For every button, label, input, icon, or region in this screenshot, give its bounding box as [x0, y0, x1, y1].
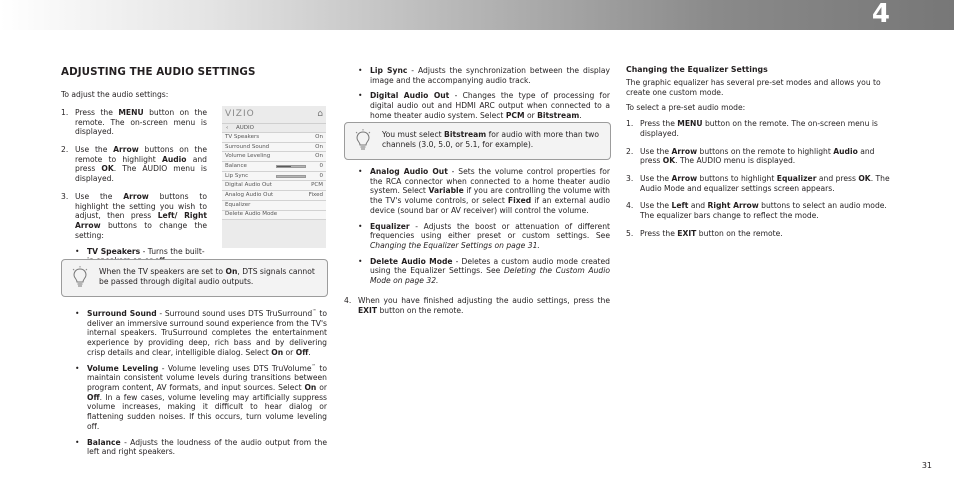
step-item: 4. When you have finished adjusting the audio settings, press the EXIT button on the remote. — [344, 296, 610, 315]
list-item: • Balance - Adjusts the loudness of the audio output from the left and right speakers. — [75, 437, 327, 457]
col2-step-list — [344, 296, 610, 323]
intro-text: To adjust the audio settings: — [61, 90, 169, 100]
paragraph: The graphic equalizer has several pre-set modes and allows you to create one custom mode. — [626, 77, 881, 97]
note-box-speakers: When the TV speakers are set to On, DTS signals cannot be passed through digital audio outputs. — [61, 259, 328, 297]
chapter-number: 4 — [871, 0, 890, 29]
menu-row-tv-speakers: TV Speakers On — [222, 133, 326, 143]
list-item: • Delete Audio Mode - Deletes a custom audio mode created using the Equalizer Settings. See Deleting the Custom Audio Mode on page 32. — [358, 256, 610, 286]
menu-row-delete-audio-mode: Delete Audio Mode — [222, 211, 326, 221]
lightbulb-icon — [355, 129, 371, 151]
menu-row-balance: Balance 0 — [222, 162, 326, 172]
audio-settings-bullets — [75, 309, 327, 463]
note-box-bitstream: You must select Bitstream for audio with more than two channels (3.0, 5.0, or 5.1, for example). — [344, 122, 611, 160]
step-item: 2. Use the Arrow buttons on the remote to highlight Audio and press OK. The AUDIO menu is displayed. — [61, 145, 207, 184]
menu-row-analog-audio-out: Analog Audio Out Fixed — [222, 191, 326, 201]
section-heading: ADJUSTING THE AUDIO SETTINGS — [61, 66, 256, 78]
back-arrow-icon: ‹ — [226, 125, 229, 131]
menu-row-equalizer: Equalizer — [222, 201, 326, 211]
equalizer-heading: Changing the Equalizer Settings — [626, 65, 768, 74]
step-item: 3. Use the Arrow buttons to highlight Equalizer and press OK. The Audio Mode and equalizer settings screen appears. — [626, 174, 890, 193]
list-item: • TV Speakers - Turns the built- — [75, 246, 205, 256]
paragraph: To select a pre-set audio mode: — [626, 103, 746, 113]
menu-row-digital-audio-out: Digital Audio Out PCM — [222, 181, 326, 191]
menu-row-surround-sound: Surround Sound On — [222, 143, 326, 153]
column-3 — [626, 60, 894, 247]
balance-slider — [276, 165, 306, 168]
step-item: 1. Press the MENU button on the remote. The on-screen menu is displayed. — [61, 107, 207, 137]
step-item: 4. Use the Left and Right Arrow buttons to select an audio mode. The equalizer bars change to reflect the mode. — [626, 201, 887, 221]
menu-row-volume-leveling: Volume Leveling On — [222, 152, 326, 162]
home-icon: ⌂ — [317, 108, 323, 119]
list-item: • Equalizer - Adjusts the boost or attenuation of different frequencies using either preset or custom settings. See Changing the Equalizer Settings on page 31. — [358, 221, 610, 251]
equalizer-steps — [626, 119, 894, 238]
list-item: • Volume Leveling - Volume leveling uses DTS TruVolume™ to maintain consistent volume levels during transitions between program content, AV formats, and input sources. Select On or Off. In a few cases, volume leveling may artificially suppress volume increases, making it difficult to hear dialog or flattening sudden noises. If this occurs, turn volume leveling off. — [75, 363, 328, 431]
list-item: • Lip Sync - Adjusts the synchronization between the display image and the accompanying audio track. — [358, 66, 610, 85]
menu-top-bar — [222, 106, 326, 124]
lightbulb-icon — [72, 266, 88, 288]
vizio-logo: VIZIO — [225, 108, 255, 119]
col2-bullets — [358, 167, 610, 292]
menu-title: ‹ AUDIO — [222, 124, 326, 133]
audio-menu-illustration — [222, 106, 326, 248]
step-item: 5. Press the EXIT button on the remote. — [626, 228, 783, 238]
page-header-bar — [0, 0, 954, 30]
list-item: • Surround Sound - Surround sound uses DTS TruSurround™ to deliver an immersive surround sound experience from the TV's internal speakers. TruSurround completes the entertainment experience by providing deep, rich bass and by delivering crisp details and clear, intelligible dialog. Select On or Off. — [75, 309, 327, 357]
step-item: 2. Use the Arrow buttons on the remote to highlight Audio and press OK. The AUDIO menu is displayed. — [626, 146, 875, 166]
menu-row-lip-sync: Lip Sync 0 — [222, 172, 326, 182]
lip-sync-slider — [276, 175, 306, 178]
page-number: 31 — [921, 460, 932, 470]
list-item: • Digital Audio Out - Changes the type of processing for digital audio out and HDMI ARC output when connected to a home theater audio system. Select PCM or Bitstream. — [358, 91, 610, 120]
list-item: • Analog Audio Out - Sets the volume control properties for the RCA connector when connected to a home theater audio system. Select Variable if you are controlling the volume with the TV's volume controls, or select Fixed if an external audio device (sound bar or AV receiver) will control the volume. — [358, 167, 611, 215]
col2-top-bullets — [358, 66, 610, 127]
step-item: 3. Use the Arrow buttons to highlight the setting you wish to adjust, then press Left/ Right Arrow buttons to change the setting: • TV Speakers - Turns the built- — [61, 192, 207, 266]
step-item: 1. Press the MENU button on the remote. The on-screen menu is displayed. — [626, 119, 878, 138]
